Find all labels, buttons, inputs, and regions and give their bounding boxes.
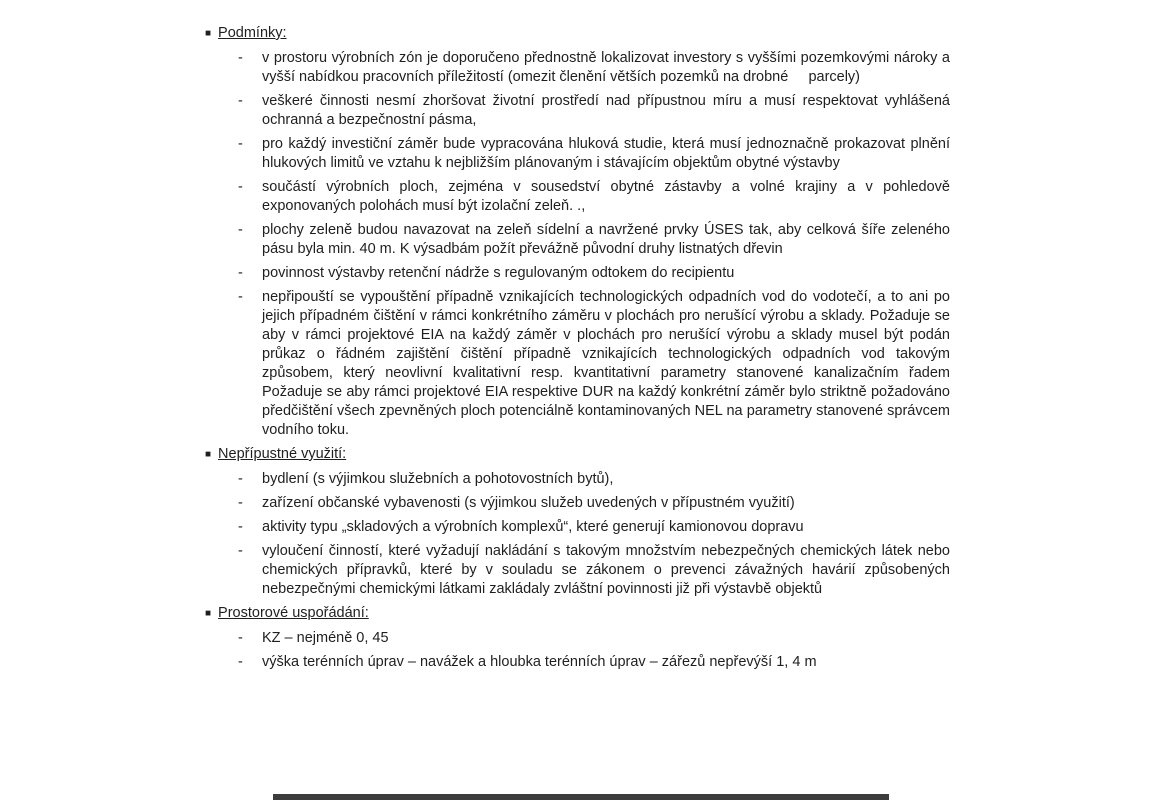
bullet-item bbox=[205, 518, 950, 537]
bullet-item bbox=[205, 49, 950, 87]
dash-bullet-icon: - bbox=[238, 495, 243, 511]
bullet-item bbox=[205, 92, 950, 130]
dash-bullet-icon: - bbox=[238, 289, 243, 305]
bullet-item bbox=[205, 470, 950, 489]
square-bullet-icon: ■ bbox=[205, 28, 212, 39]
section-heading bbox=[205, 604, 950, 624]
bullet-text: nepřipouští se vypouštění případně vznikajících technologických odpadních vod do vodotečí, a to ani po jejich případném čištění v rámci konkrétního záměru v plochách pro nerušící výrobu a sklady. Požaduje se aby v rámci projektové EIA na každý záměr v plochách pro nerušící výrobu a sklady musel být podán průkaz o řádném zajištění čištění případně vznikajících technologických odpadních vod takovým způsobem, který neovlivní kvalitativní resp. kvantitativní parametry stanovené kanalizačním řadem Požaduje se aby rámci projektové EIA respektive DUR na každý konkrétní záměr bylo striktně požadováno předčištění všech zpevněných ploch potenciálně kontaminovaných NEL na parametry stanovené správcem vodního toku. bbox=[262, 289, 950, 438]
dash-bullet-icon: - bbox=[238, 179, 243, 195]
section-heading bbox=[205, 445, 950, 465]
bullet-text: veškeré činnosti nesmí zhoršovat životní prostředí nad přípustnou míru a musí respektovat vyhlášená ochranná a bezpečnostní pásma, bbox=[262, 93, 950, 128]
dash-bullet-icon: - bbox=[238, 265, 243, 281]
section-title: Nepřípustné využití: bbox=[218, 446, 347, 462]
bullet-text: povinnost výstavby retenční nádrže s regulovaným odtokem do recipientu bbox=[262, 265, 735, 281]
bullet-item bbox=[205, 135, 950, 173]
dash-bullet-icon: - bbox=[238, 136, 243, 152]
section-podminky bbox=[205, 24, 950, 440]
bullet-item bbox=[205, 542, 950, 599]
dash-bullet-icon: - bbox=[238, 519, 243, 535]
dash-bullet-icon: - bbox=[238, 471, 243, 487]
bullet-text: bydlení (s výjimkou služebních a pohotovostních bytů), bbox=[262, 471, 614, 487]
square-bullet-icon: ■ bbox=[205, 608, 212, 619]
bullet-text: zařízení občanské vybavenosti (s výjimkou služeb uvedených v přípustném využití) bbox=[262, 495, 795, 511]
section-prostorove-usporadani bbox=[205, 604, 950, 672]
bullet-item bbox=[205, 494, 950, 513]
bullet-item bbox=[205, 178, 950, 216]
square-bullet-icon: ■ bbox=[205, 449, 212, 460]
document-content bbox=[205, 24, 950, 677]
bullet-text: aktivity typu „skladových a výrobních komplexů“, které generují kamionovou dopravu bbox=[262, 519, 804, 535]
dash-bullet-icon: - bbox=[238, 93, 243, 109]
bullet-item bbox=[205, 221, 950, 259]
dash-bullet-icon: - bbox=[238, 630, 243, 646]
bottom-edge-bar bbox=[273, 794, 889, 800]
section-title: Podmínky: bbox=[218, 25, 287, 41]
bullet-text: KZ – nejméně 0, 45 bbox=[262, 630, 389, 646]
bullet-text: součástí výrobních ploch, zejména v sousedství obytné zástavby a volné krajiny a v pohledově exponovaných polohách musí být izolační zeleň. ., bbox=[262, 179, 950, 214]
bullet-item bbox=[205, 629, 950, 648]
bullet-item bbox=[205, 653, 950, 672]
dash-bullet-icon: - bbox=[238, 222, 243, 238]
bullet-text: výška terénních úprav – navážek a hloubka terénních úprav – zářezů nepřevýší 1, 4 m bbox=[262, 654, 817, 670]
bullet-text: vyloučení činností, které vyžadují nakládání s takovým množstvím nebezpečných chemických látek nebo chemických přípravků, které by v souladu se zákonem o prevenci závažných havárií způsobených nebezpečnými chemickými látkami zakládaly zvláštní povinnosti již při výstavbě objektů bbox=[262, 543, 950, 597]
bullet-text: v prostoru výrobních zón je doporučeno přednostně lokalizovat investory s vyššími pozemkovými nároky a vyšší nabídkou pracovních příležitostí (omezit členění větších pozemků na drobné parcely) bbox=[262, 50, 950, 85]
section-heading bbox=[205, 24, 950, 44]
bullet-text: pro každý investiční záměr bude vypracována hluková studie, která musí jednoznačně prokazovat plnění hlukových limitů ve vztahu k nejbližším plánovaným i stávajícím objektům obytné výstavby bbox=[262, 136, 950, 171]
dash-bullet-icon: - bbox=[238, 543, 243, 559]
section-nepripustne-vyuziti bbox=[205, 445, 950, 599]
bullet-item bbox=[205, 288, 950, 440]
bullet-item bbox=[205, 264, 950, 283]
bullet-text: plochy zeleně budou navazovat na zeleň sídelní a navržené prvky ÚSES tak, aby celková šíře zeleného pásu byla min. 40 m. K výsadbám požít převážně původní druhy listnatých dřevin bbox=[262, 222, 950, 257]
dash-bullet-icon: - bbox=[238, 654, 243, 670]
dash-bullet-icon: - bbox=[238, 50, 243, 66]
section-title: Prostorové uspořádání: bbox=[218, 605, 369, 621]
